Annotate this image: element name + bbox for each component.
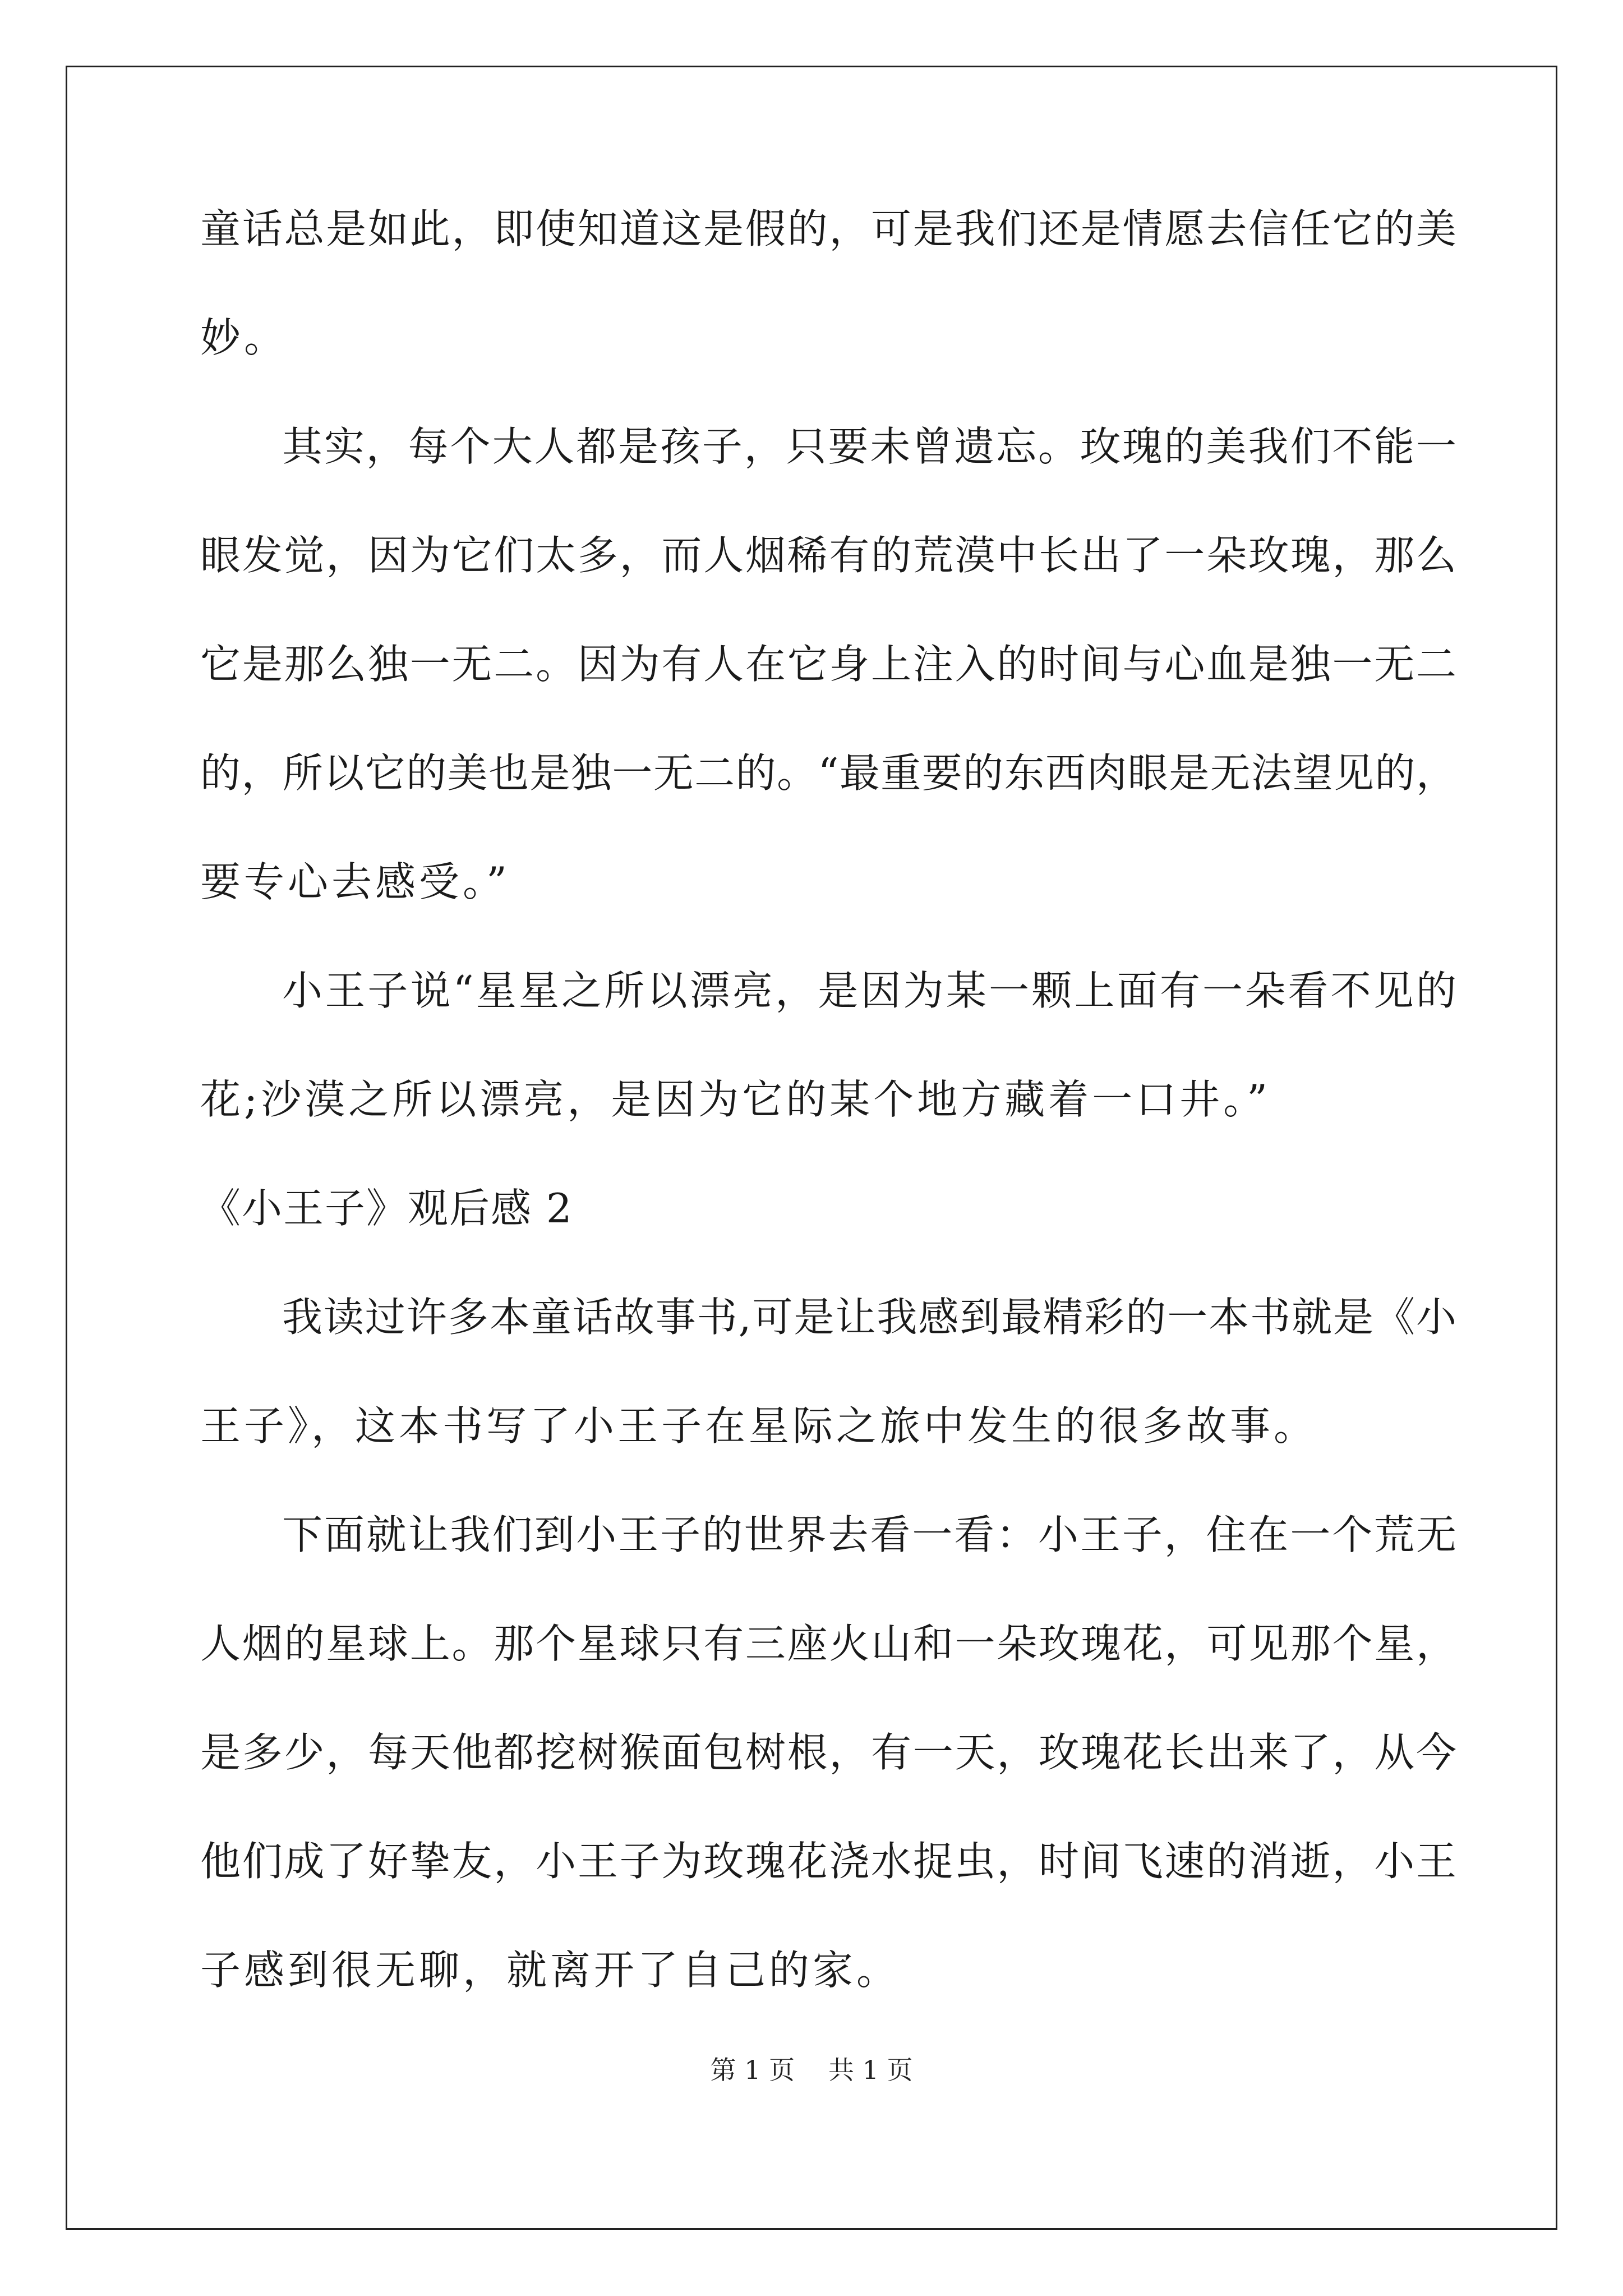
page-footer	[0, 2053, 1623, 2087]
text-line-5: 它是那么独一无二。因为有人在它身上注入的时间与心血是独一无二	[200, 641, 1456, 688]
paragraph-start-line-11: 我读过许多本童话故事书,可是让我感到最精彩的一本书就是《小	[282, 1294, 1456, 1341]
text-line-2: 妙。	[200, 314, 288, 361]
text-line-7: 要专心去感受。”	[200, 858, 510, 905]
page-number-total: 共 1 页	[828, 2055, 913, 2085]
paragraph-start-line-8: 小王子说“星星之所以漂亮，是因为某一颗上面有一朵看不见的	[282, 967, 1456, 1014]
text-line-9: 花;沙漠之所以漂亮，是因为它的某个地方藏着一口井。”	[200, 1076, 1271, 1123]
text-line-1: 童话总是如此，即使知道这是假的，可是我们还是情愿去信任它的美	[200, 205, 1456, 252]
paragraph-start-line-3: 其实，每个大人都是孩子，只要未曾遗忘。玫瑰的美我们不能一	[282, 423, 1456, 470]
text-line-16: 他们成了好挚友，小王子为玫瑰花浇水捉虫，时间飞速的消逝，小王	[200, 1838, 1456, 1885]
text-line-6: 的，所以它的美也是独一无二的。“最重要的东西肉眼是无法望见的，	[200, 749, 1456, 797]
text-line-4: 眼发觉，因为它们太多，而人烟稀有的荒漠中长出了一朵玫瑰，那么	[200, 532, 1456, 579]
text-line-12: 王子》，这本书写了小王子在星际之旅中发生的很多故事。	[200, 1402, 1318, 1450]
text-line-14: 人烟的星球上。那个星球只有三座火山和一朵玫瑰花，可见那个星，	[200, 1620, 1456, 1667]
section-heading: 《小王子》观后感 2	[200, 1185, 573, 1232]
page-number-current: 第 1 页	[710, 2055, 795, 2085]
text-line-17: 子感到很无聊，就离开了自己的家。	[200, 1947, 901, 1994]
paragraph-start-line-13: 下面就让我们到小王子的世界去看一看：小王子，住在一个荒无	[282, 1511, 1456, 1558]
text-line-15: 是多少，每天他都挖树猴面包树根，有一天，玫瑰花长出来了，从今	[200, 1729, 1456, 1776]
document-body	[200, 202, 1456, 2052]
